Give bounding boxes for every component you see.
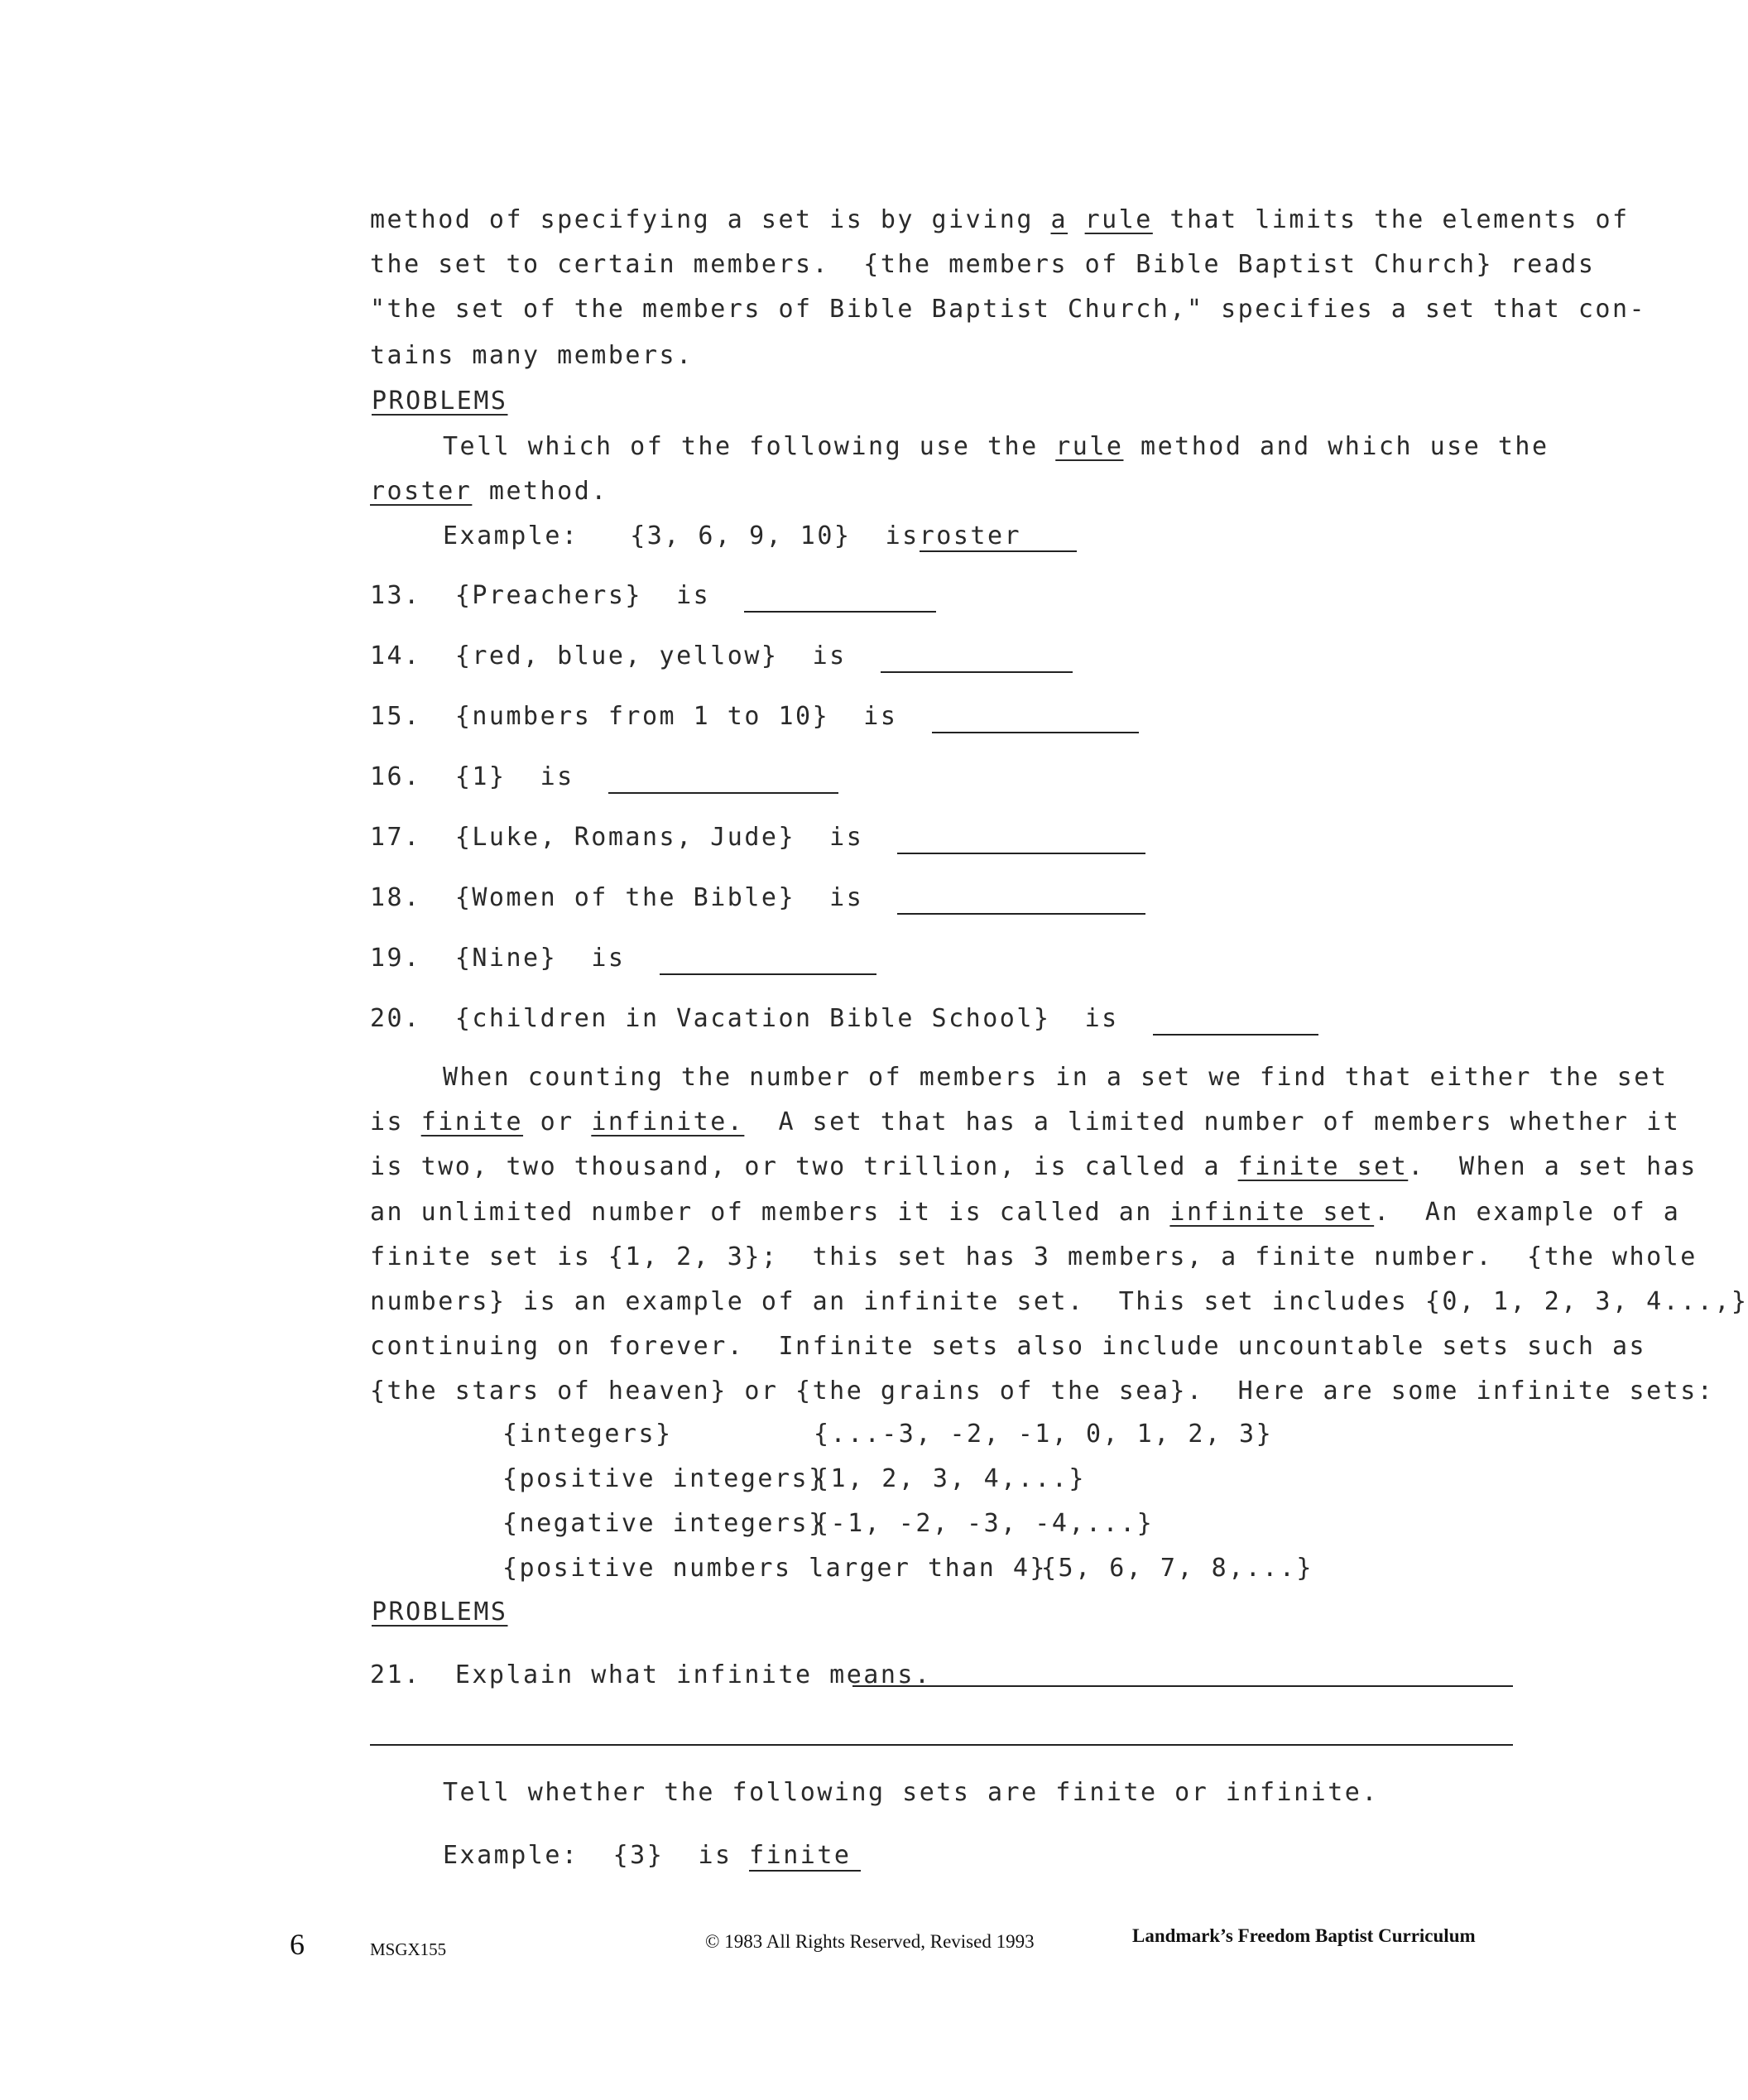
finite-infinite-example: Example: {3} is finite <box>443 1839 861 1872</box>
question-18: 18. {Women of the Bible} is <box>370 882 1145 915</box>
infinite-set-name: {negative integers} <box>502 1509 826 1538</box>
infinite-set-members: {-1, -2, -3, -4,...} <box>814 1509 1155 1538</box>
course-code: MSGX155 <box>370 1939 447 1959</box>
finite-text-8: {the stars of heaven} or {the grains of the sea}. Here are some infinite sets: <box>370 1377 1715 1406</box>
answer-blank[interactable] <box>660 950 876 975</box>
finite-text-6: numbers} is an example of an infinite set. This set includes {0, 1, 2, 3, 4...,} <box>370 1287 1748 1316</box>
finite-text-1: When counting the number of members in a set we find that either the set <box>443 1063 1669 1092</box>
infinite-set-name: {positive integers} <box>502 1464 826 1493</box>
finite-text-2: is finite or infinite. A set that has a limited number of members whether it <box>370 1108 1681 1136</box>
answer-blank[interactable] <box>897 829 1145 854</box>
finite-text-5: finite set is {1, 2, 3}; this set has 3 members, a finite number. {the whole <box>370 1242 1698 1271</box>
answer-blank[interactable] <box>897 890 1145 915</box>
answer-line[interactable] <box>852 1685 1513 1687</box>
rule-roster-instruction: Tell which of the following use the rule method and which use the <box>443 432 1549 461</box>
infinite-set-members: {...-3, -2, -1, 0, 1, 2, 3} <box>814 1420 1274 1449</box>
answer-blank[interactable] <box>608 769 838 794</box>
curriculum-name: Landmark’s Freedom Baptist Curriculum <box>1132 1925 1476 1946</box>
question-15: 15. {numbers from 1 to 10} is <box>370 700 1139 733</box>
question-19: 19. {Nine} is <box>370 942 876 975</box>
question-21: 21. Explain what infinite means. <box>370 1660 932 1689</box>
intro-line-2: the set to certain members. {the members of Bible Baptist Church} reads <box>370 250 1596 279</box>
example-answer: finite <box>749 1842 861 1872</box>
example-answer: roster <box>920 522 1077 552</box>
question-17: 17. {Luke, Romans, Jude} is <box>370 821 1145 854</box>
problems-heading: PROBLEMS <box>372 387 508 416</box>
finite-text-4: an unlimited number of members it is called an infinite set. An example of a <box>370 1198 1681 1227</box>
answer-blank[interactable] <box>744 588 936 613</box>
answer-line[interactable] <box>370 1744 1513 1746</box>
rule-roster-example: Example: {3, 6, 9, 10} isroster <box>443 520 1077 553</box>
finite-infinite-instruction: Tell whether the following sets are finite or infinite. <box>443 1778 1379 1807</box>
answer-blank[interactable] <box>881 648 1073 673</box>
infinite-set-members: {5, 6, 7, 8,...} <box>1041 1554 1313 1583</box>
question-14: 14. {red, blue, yellow} is <box>370 640 1073 673</box>
question-20: 20. {children in Vacation Bible School} is <box>370 1002 1318 1036</box>
problems-heading: PROBLEMS <box>372 1598 508 1627</box>
answer-blank[interactable] <box>932 709 1139 733</box>
page-number: 6 <box>290 1928 305 1961</box>
copyright: © 1983 All Rights Reserved, Revised 1993 <box>705 1931 1035 1952</box>
infinite-set-name: {integers} <box>502 1420 673 1449</box>
intro-line-1: method of specifying a set is by giving a rule that limits the elements of <box>370 205 1630 234</box>
intro-line-3: "the set of the members of Bible Baptist Church," specifies a set that con- <box>370 295 1647 324</box>
question-16: 16. {1} is <box>370 761 838 794</box>
infinite-set-members: {1, 2, 3, 4,...} <box>814 1464 1086 1493</box>
rule-roster-instruction-2: roster method. <box>370 477 608 506</box>
intro-line-4: tains many members. <box>370 341 694 370</box>
infinite-set-name: {positive numbers larger than 4} <box>502 1554 1047 1583</box>
finite-text-7: continuing on forever. Infinite sets also include uncountable sets such as <box>370 1332 1647 1361</box>
question-13: 13. {Preachers} is <box>370 579 936 613</box>
finite-text-3: is two, two thousand, or two trillion, is called a finite set. When a set has <box>370 1152 1698 1181</box>
answer-blank[interactable] <box>1153 1011 1318 1036</box>
